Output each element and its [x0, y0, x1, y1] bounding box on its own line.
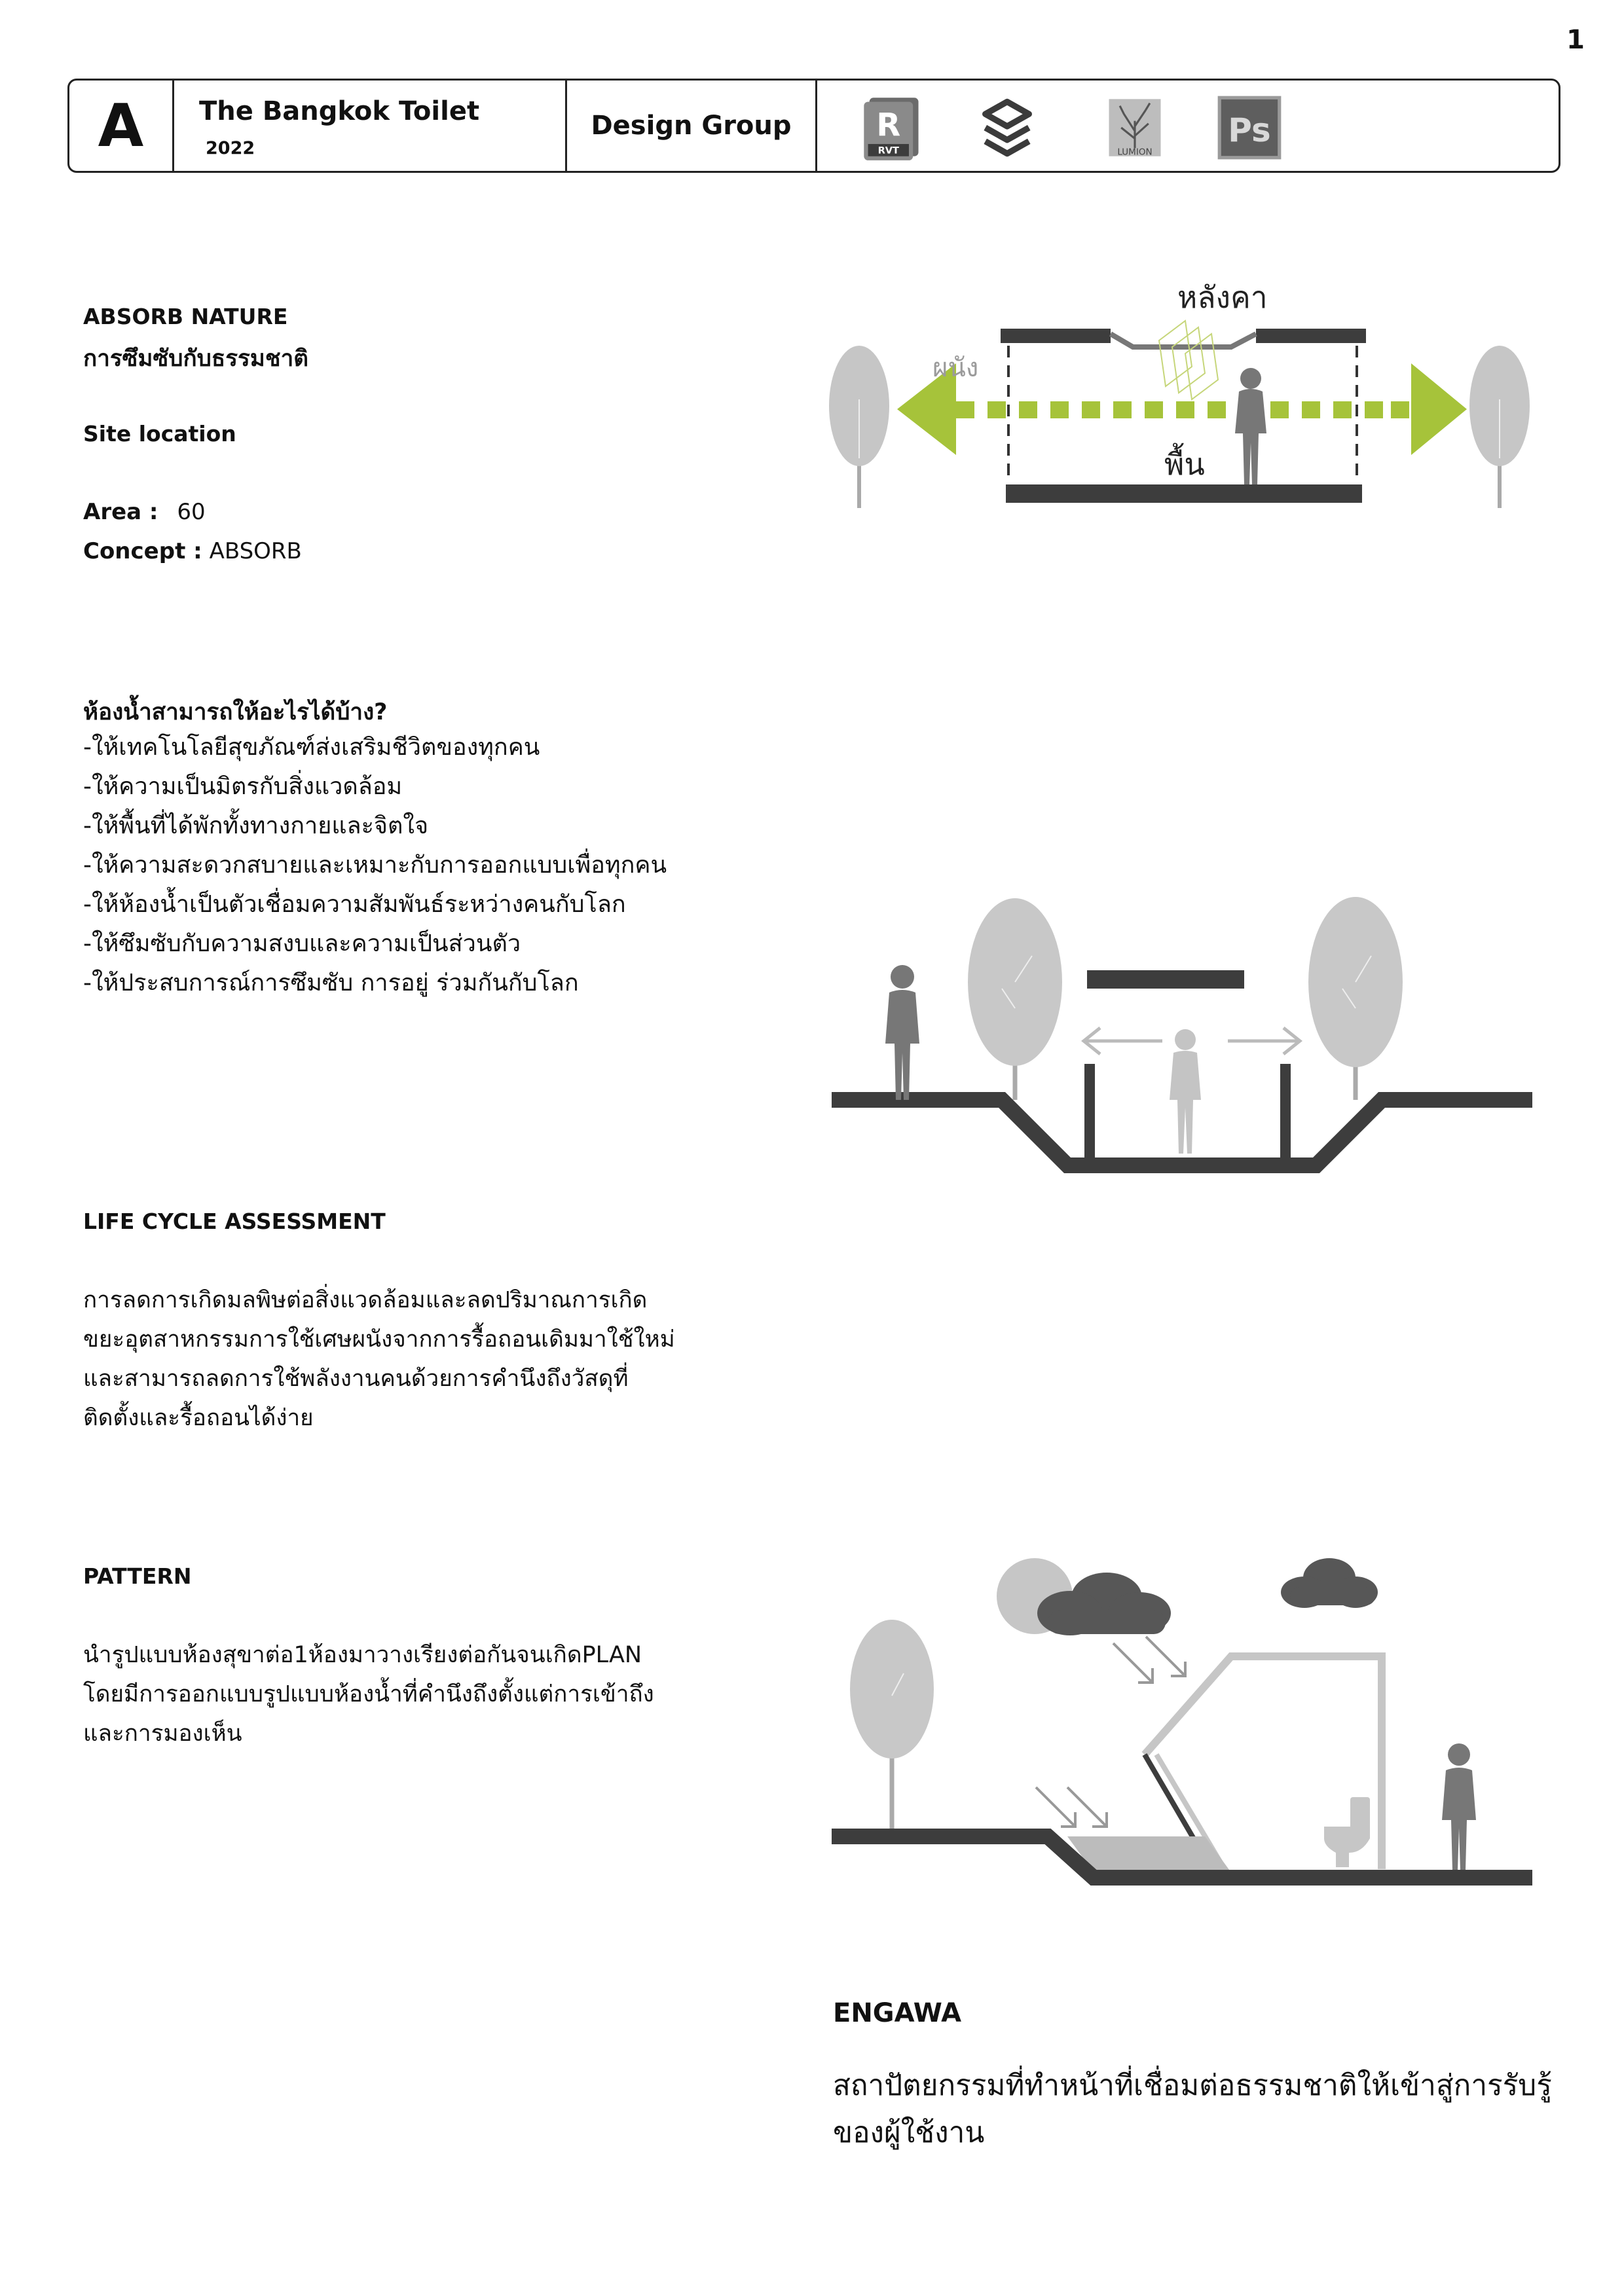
lca-line: การลดการเกิดมลพิษต่อสิ่งแวดล้อมและลดปริมาณการเกิด: [83, 1287, 648, 1313]
engawa-line: ของผู้ใช้งาน: [833, 2116, 985, 2149]
engawa-section-diagram: [832, 1545, 1539, 1912]
person-icon: [1235, 368, 1266, 484]
lumion-icon: [1101, 94, 1169, 162]
tree-icon: [968, 898, 1062, 1100]
roof-left: [1001, 329, 1111, 343]
question-list: [83, 728, 667, 1003]
wall-label: ผนัง: [932, 353, 979, 383]
section-diagram-roof-wall-floor: [819, 262, 1552, 524]
project-title-cell: [174, 81, 567, 171]
project-title: The Bangkok Toilet: [199, 96, 480, 126]
person-icon: [1442, 1743, 1476, 1870]
list-item: -ให้ห้องน้ำเป็นตัวเชื่อมความสัมพันธ์ระหว่างคนกับโลก: [83, 891, 626, 918]
roof-label: หลังคา: [1177, 280, 1268, 315]
site-location-label: Site location: [83, 421, 236, 446]
revit-icon: [858, 94, 927, 162]
concept-row: [83, 538, 302, 564]
list-item: -ให้ซึมซับกับความสงบและความเป็นส่วนตัว: [83, 930, 521, 957]
floor-label: พื้น: [1164, 446, 1205, 482]
list-item: -ให้พื้นที่ได้พักทั้งทางกายและจิตใจ: [83, 812, 429, 839]
question-heading: ห้องน้ำสามารถให้อะไรได้บ้าง?: [83, 699, 388, 725]
tree-icon: [1469, 346, 1530, 508]
photoshop-icon: [1215, 94, 1283, 162]
heading-absorb-nature: ABSORB NATURE: [83, 304, 288, 329]
pattern-heading: PATTERN: [83, 1563, 192, 1589]
area-label: Area :: [83, 499, 158, 525]
list-item: -ให้ความเป็นมิตรกับสิ่งแวดล้อม: [83, 773, 403, 800]
list-item: -ให้ความสะดวกสบายและเหมาะกับการออกแบบเพื่อทุกคน: [83, 852, 667, 879]
design-group: Design Group: [567, 81, 817, 171]
revit-letter: R: [876, 107, 901, 144]
sketchup-icon: [973, 94, 1041, 162]
floor-slab: [1006, 484, 1362, 503]
lca-paragraph: [83, 1281, 675, 1438]
concept-value: ABSORB: [209, 538, 302, 564]
engawa-paragraph: [833, 2062, 1552, 2157]
engawa-line: สถาปัตยกรรมที่ทำหน้าที่เชื่อมต่อธรรมชาติให้เข้าสู่การรับรู้: [833, 2069, 1552, 2102]
lumion-label: LUMION: [1117, 147, 1153, 158]
double-arrow-icon: [897, 363, 1467, 455]
concept-label: Concept :: [83, 538, 202, 564]
lca-line: ติดตั้งและรื้อถอนได้ง่าย: [83, 1405, 314, 1431]
toilet-icon: [1324, 1797, 1370, 1867]
tree-icon: [829, 346, 889, 508]
list-item: -ให้เทคโนโลยีสุขภัณฑ์ส่งเสริมชีวิตของทุกคน: [83, 734, 540, 761]
lca-heading: LIFE CYCLE ASSESSMENT: [83, 1209, 386, 1234]
roof-right: [1256, 329, 1366, 343]
sunlight-motif: [1159, 321, 1218, 399]
lca-line: ขยะอุตสาหกรรมการใช้เศษผนังจากการรื้อถอนเดิมมาใช้ใหม่: [83, 1326, 675, 1353]
revit-sublabel: RVT: [877, 145, 899, 156]
pattern-paragraph: [83, 1635, 654, 1753]
heading-absorb-thai: การซึมซับกับธรรมชาติ: [83, 346, 309, 372]
page-number: 1: [1566, 25, 1585, 55]
area-row: [83, 499, 206, 525]
sunken-section-diagram: [832, 877, 1539, 1185]
pattern-line: โดยมีการออกแบบรูปแบบห้องน้ำที่คำนึงถึงตั้งแต่การเข้าถึง: [83, 1681, 654, 1707]
tree-icon: [1308, 897, 1403, 1100]
engawa-heading: ENGAWA: [833, 1998, 962, 2028]
cloud-icon: [1281, 1558, 1378, 1608]
lca-line: และสามารถลดการใช้พลังงานคนด้วยการคำนึงถึงวัสดุที่: [83, 1366, 629, 1392]
area-value: 60: [177, 499, 206, 525]
pattern-line: นำรูปแบบห้องสุขาต่อ1ห้องมาวางเรียงต่อกันจนเกิดPLAN: [83, 1642, 642, 1668]
section-letter: A: [69, 81, 174, 171]
pattern-line: และการมองเห็น: [83, 1721, 242, 1747]
tree-icon: [850, 1620, 934, 1833]
person-icon: [885, 965, 919, 1100]
list-item: -ให้ประสบการณ์การซึมซับ การอยู่ ร่วมกันกับโลก: [83, 970, 579, 996]
header-bar: [67, 79, 1560, 173]
photoshop-letters: Ps: [1228, 111, 1271, 149]
person-icon: [1170, 1029, 1201, 1154]
project-year: 2022: [206, 138, 255, 158]
